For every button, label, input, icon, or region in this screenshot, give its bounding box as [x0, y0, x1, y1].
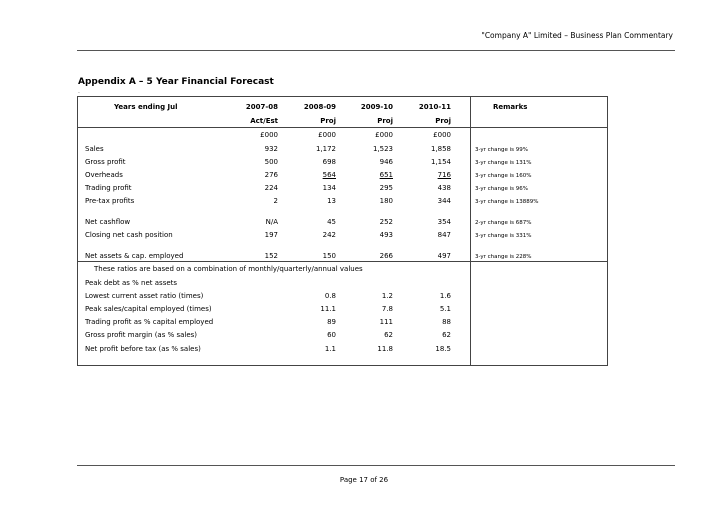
ratio-value: 89	[327, 318, 336, 326]
year-subhead: Proj	[320, 117, 336, 125]
row-value: 932	[264, 145, 278, 153]
year-header: 2009-10	[360, 103, 393, 111]
row-value: 295	[379, 184, 393, 192]
row-label: Sales	[85, 145, 104, 153]
row-value: N/A	[265, 218, 278, 226]
ratio-value: 88	[442, 318, 451, 326]
currency-unit: £000	[375, 131, 393, 139]
row-value: 716	[437, 171, 451, 179]
ratio-value: 18.5	[435, 345, 451, 353]
row-value: 698	[322, 158, 336, 166]
running-header: "Company A" Limited – Business Plan Commentary	[481, 31, 673, 40]
remarks-divider	[470, 97, 471, 365]
row-value: 847	[437, 231, 451, 239]
row-value: 1,523	[372, 145, 393, 153]
row-value: 224	[264, 184, 278, 192]
year-subhead: Proj	[435, 117, 451, 125]
row-remark: 3-yr change is 13889%	[475, 199, 539, 205]
ratios-note: These ratios are based on a combination of monthly/quarterly/annual values	[94, 265, 363, 273]
row-value: 564	[322, 171, 336, 179]
ratio-value: 7.8	[381, 305, 393, 313]
ratio-value: 62	[384, 331, 393, 339]
row-remark: 3-yr change is 228%	[475, 254, 532, 260]
row-value: 2	[273, 197, 278, 205]
row-value: 946	[379, 158, 393, 166]
row-value: 45	[327, 218, 336, 226]
row-remark: 3-yr change is 96%	[475, 186, 529, 192]
currency-unit: £000	[433, 131, 451, 139]
year-subhead: Act/Est	[250, 117, 278, 125]
ratio-label: Trading profit as % capital employed	[85, 318, 214, 326]
ratio-label: Lowest current asset ratio (times)	[85, 292, 204, 300]
row-label: Closing net cash position	[85, 231, 173, 239]
year-header: 2007-08	[245, 103, 278, 111]
row-label: Overheads	[85, 171, 123, 179]
footer-rule	[77, 465, 675, 466]
ratio-value: 5.1	[439, 305, 451, 313]
row-remark: 2-yr change is 687%	[475, 220, 532, 226]
row-value: 13	[327, 197, 336, 205]
ratio-value: 60	[327, 331, 336, 339]
row-label: Net cashflow	[85, 218, 131, 226]
row-remark: 3-yr change is 331%	[475, 233, 532, 239]
row-value: 152	[264, 252, 278, 260]
currency-unit: £000	[318, 131, 336, 139]
row-value: 252	[379, 218, 393, 226]
row-value: 180	[379, 197, 393, 205]
remarks-label: Remarks	[493, 103, 528, 111]
row-value: 354	[437, 218, 451, 226]
page-number: Page 17 of 26	[339, 476, 389, 484]
ratio-value: 62	[442, 331, 451, 339]
row-remark: 3-yr change is 160%	[475, 173, 532, 179]
row-value: 1,858	[430, 145, 451, 153]
years-ending-label: Years ending Jul	[114, 103, 178, 111]
ratio-value: 11.8	[377, 345, 393, 353]
row-value: 438	[437, 184, 451, 192]
row-label: Trading profit	[85, 184, 132, 192]
row-value: 651	[379, 171, 393, 179]
ratio-value: 11.1	[320, 305, 336, 313]
year-header: 2010-11	[418, 103, 451, 111]
row-value: 500	[264, 158, 278, 166]
row-value: 197	[264, 231, 278, 239]
row-label: Gross profit	[85, 158, 126, 166]
row-value: 493	[379, 231, 393, 239]
row-value: 344	[437, 197, 451, 205]
ratio-value: 1.1	[324, 345, 336, 353]
row-value: 1,154	[430, 158, 451, 166]
ratio-label: Gross profit margin (as % sales)	[85, 331, 198, 339]
row-value: 150	[322, 252, 336, 260]
ratio-label: Net profit before tax (as % sales)	[85, 345, 201, 353]
row-value: 266	[379, 252, 393, 260]
year-subhead: Proj	[377, 117, 393, 125]
ratio-label: Peak sales/capital employed (times)	[85, 305, 212, 313]
section-title: Appendix A – 5 Year Financial Forecast	[78, 77, 274, 87]
row-value: 242	[322, 231, 336, 239]
financial-forecast-table	[77, 96, 608, 366]
ratio-value: 1.6	[439, 292, 451, 300]
title-mark: -	[78, 90, 80, 96]
header-divider	[78, 127, 607, 128]
row-label: Pre-tax profits	[85, 197, 135, 205]
row-label: Net assets & cap. employed	[85, 252, 184, 260]
year-header: 2008-09	[303, 103, 336, 111]
row-value: 1,172	[315, 145, 336, 153]
ratio-value: 1.2	[381, 292, 393, 300]
currency-unit: £000	[260, 131, 278, 139]
row-value: 276	[264, 171, 278, 179]
ratio-value: 111	[379, 318, 393, 326]
ratio-value: 0.8	[324, 292, 336, 300]
row-value: 497	[437, 252, 451, 260]
row-remark: 3-yr change is 99%	[475, 147, 529, 153]
header-rule	[77, 50, 675, 51]
row-remark: 3-yr change is 131%	[475, 160, 532, 166]
row-value: 134	[322, 184, 336, 192]
ratio-label: Peak debt as % net assets	[85, 279, 178, 287]
